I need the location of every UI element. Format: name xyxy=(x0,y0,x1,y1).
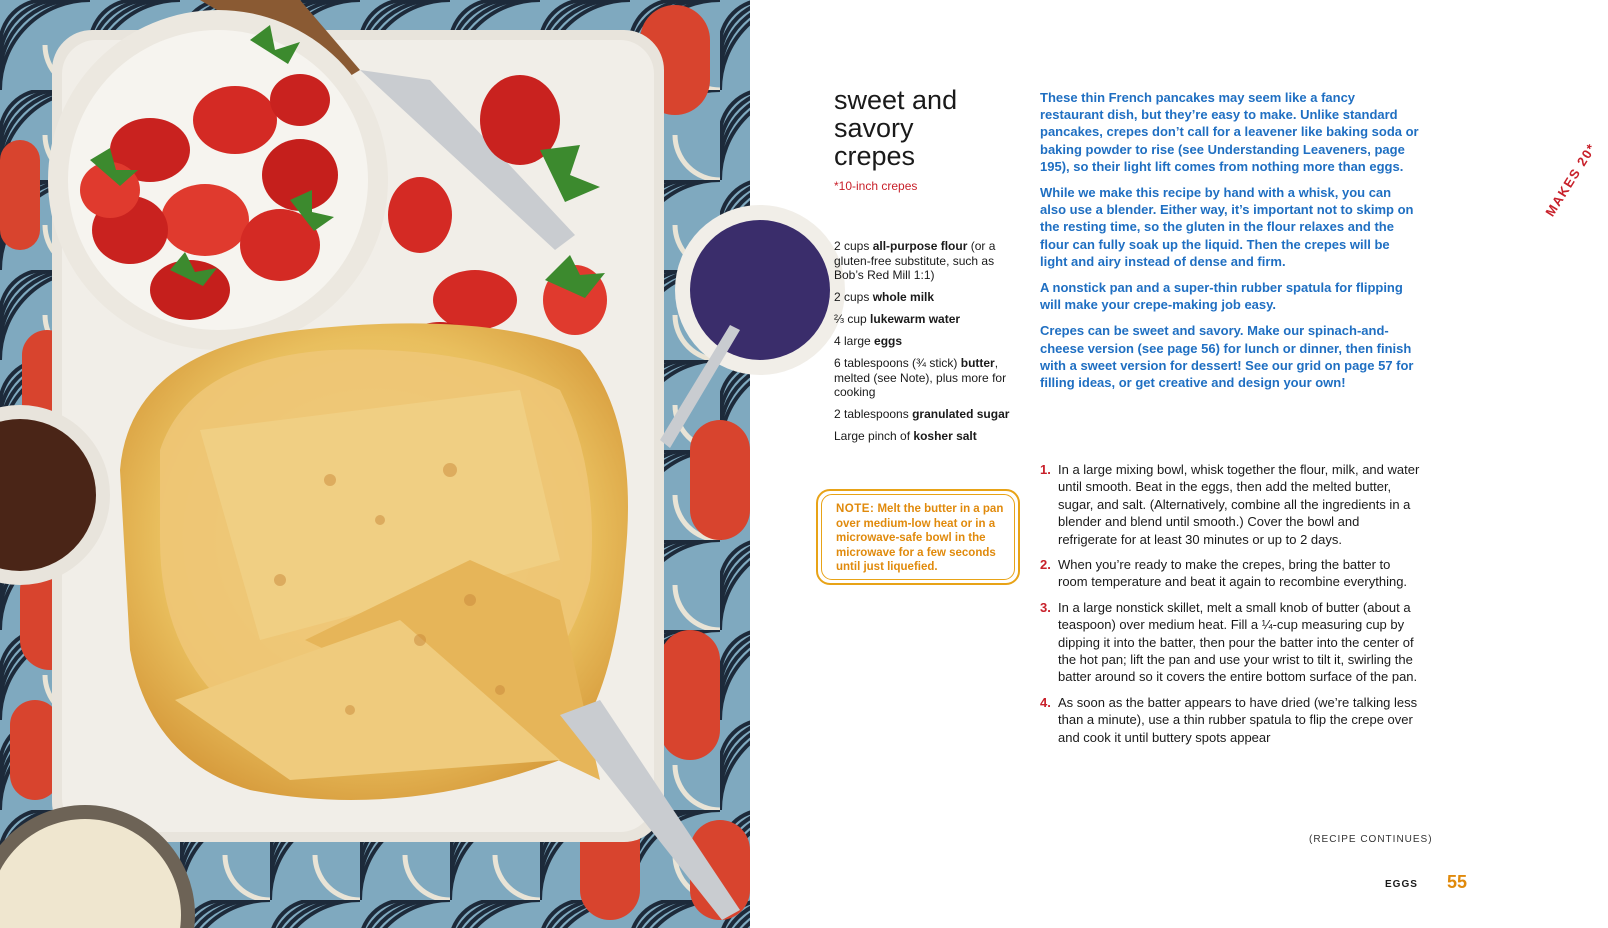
intro-paragraph: These thin French pancakes may seem like a fancy restaurant dish, but they’re easy to make. Unlike standard pancakes, crepes don’t call for a leavener like baking soda or baking powder to rise (see Understanding Leaveners, page 195), so their light lift comes from nothing more than eggs. xyxy=(1040,90,1419,174)
note-callout xyxy=(816,489,1020,585)
ingredient-item: 4 large eggs xyxy=(834,334,903,348)
step-number: 1. xyxy=(1040,462,1051,477)
step-text: As soon as the batter appears to have dried (we’re talking less than a minute), use a thin rubber spatula to flip the crepe over and cook it until buttery spots appear xyxy=(1058,694,1418,745)
method-step xyxy=(1040,599,1420,686)
recipe-intro xyxy=(1040,89,1420,400)
makes-count: MAKES 20* xyxy=(1542,140,1600,220)
step-number: 2. xyxy=(1040,557,1051,573)
title-line: crepes xyxy=(834,141,916,171)
ingredient-list xyxy=(834,239,1014,451)
ingredient-item: 2 tablespoons granulated sugar xyxy=(834,407,1010,421)
ingredient-item: ⅔ cup lukewarm water xyxy=(834,312,961,326)
ingredient-item: 6 tablespoons (¾ stick) butter, melted (see Note), plus more for cooking xyxy=(834,356,1007,399)
intro-paragraph: While we make this recipe by hand with a whisk, you can also use a blender. Either way, it’s important not to skimp on the resting time, so the gluten in the flour relaxes and the flour can fully soak up the liquid. Then the crepes will be light and airy instead of dense and firm. xyxy=(1040,185,1414,269)
ingredient-item: 2 cups all-purpose flour (or a gluten-free substitute, such as Bob’s Red Mill 1:1) xyxy=(834,239,996,282)
ingredient-item: Large pinch of kosher salt xyxy=(834,429,977,443)
method-step xyxy=(1040,694,1420,746)
method-step xyxy=(1040,461,1420,548)
note-body: Melt the butter in a pan over medium-low heat or in a microwave-safe bowl in the microwave for a few seconds until just liquefied. xyxy=(836,503,1004,573)
note-text xyxy=(836,502,1008,575)
ingredient-item: 2 cups whole milk xyxy=(834,290,935,304)
recipe-title xyxy=(834,86,1024,170)
step-text: In a large mixing bowl, whisk together the flour, milk, and water until smooth. Beat in the eggs, then add the melted butter, sugar, and salt. (Alternatively, combine all the ingredients in a blender and blend until smooth.) Cover the bowl and refrigerate for at least 30 minutes or up to 2 days. xyxy=(1058,462,1420,547)
title-line: sweet and xyxy=(834,85,958,115)
recipe-photo xyxy=(0,0,750,928)
method-steps xyxy=(1040,461,1420,754)
note-label: NOTE: xyxy=(836,503,875,515)
section-name: EGGS xyxy=(1385,879,1418,890)
intro-paragraph: Crepes can be sweet and savory. Make our spinach-and-cheese version (see page 56) for lunch or dinner, then finish with a sweet version for dessert! See our grid on page 57 for filling ideas, or get creative and design your own! xyxy=(1040,323,1414,391)
method-step xyxy=(1040,556,1420,591)
recipe-continues: (RECIPE CONTINUES) xyxy=(1309,834,1433,845)
title-line: savory xyxy=(834,113,914,143)
step-text: In a large nonstick skillet, melt a small knob of butter (about a teaspoon) over medium heat. Fill a ¼-cup measuring cup by dipping it into the batter, then pour the batter into the center of the hot pan; lift the pan and use your wrist to tilt it, swirling the batter around so it covers the entire bottom surface of the pan. xyxy=(1058,599,1418,685)
page-number: 55 xyxy=(1447,872,1468,892)
step-number: 4. xyxy=(1040,694,1051,710)
step-text: When you’re ready to make the crepes, bring the batter to room temperature and beat it again to recombine everything. xyxy=(1058,557,1408,590)
intro-paragraph: A nonstick pan and a super-thin rubber spatula for flipping will make your crepe-making job easy. xyxy=(1040,280,1403,313)
yield-note: *10-inch crepes xyxy=(834,179,918,193)
step-number: 3. xyxy=(1040,599,1051,615)
